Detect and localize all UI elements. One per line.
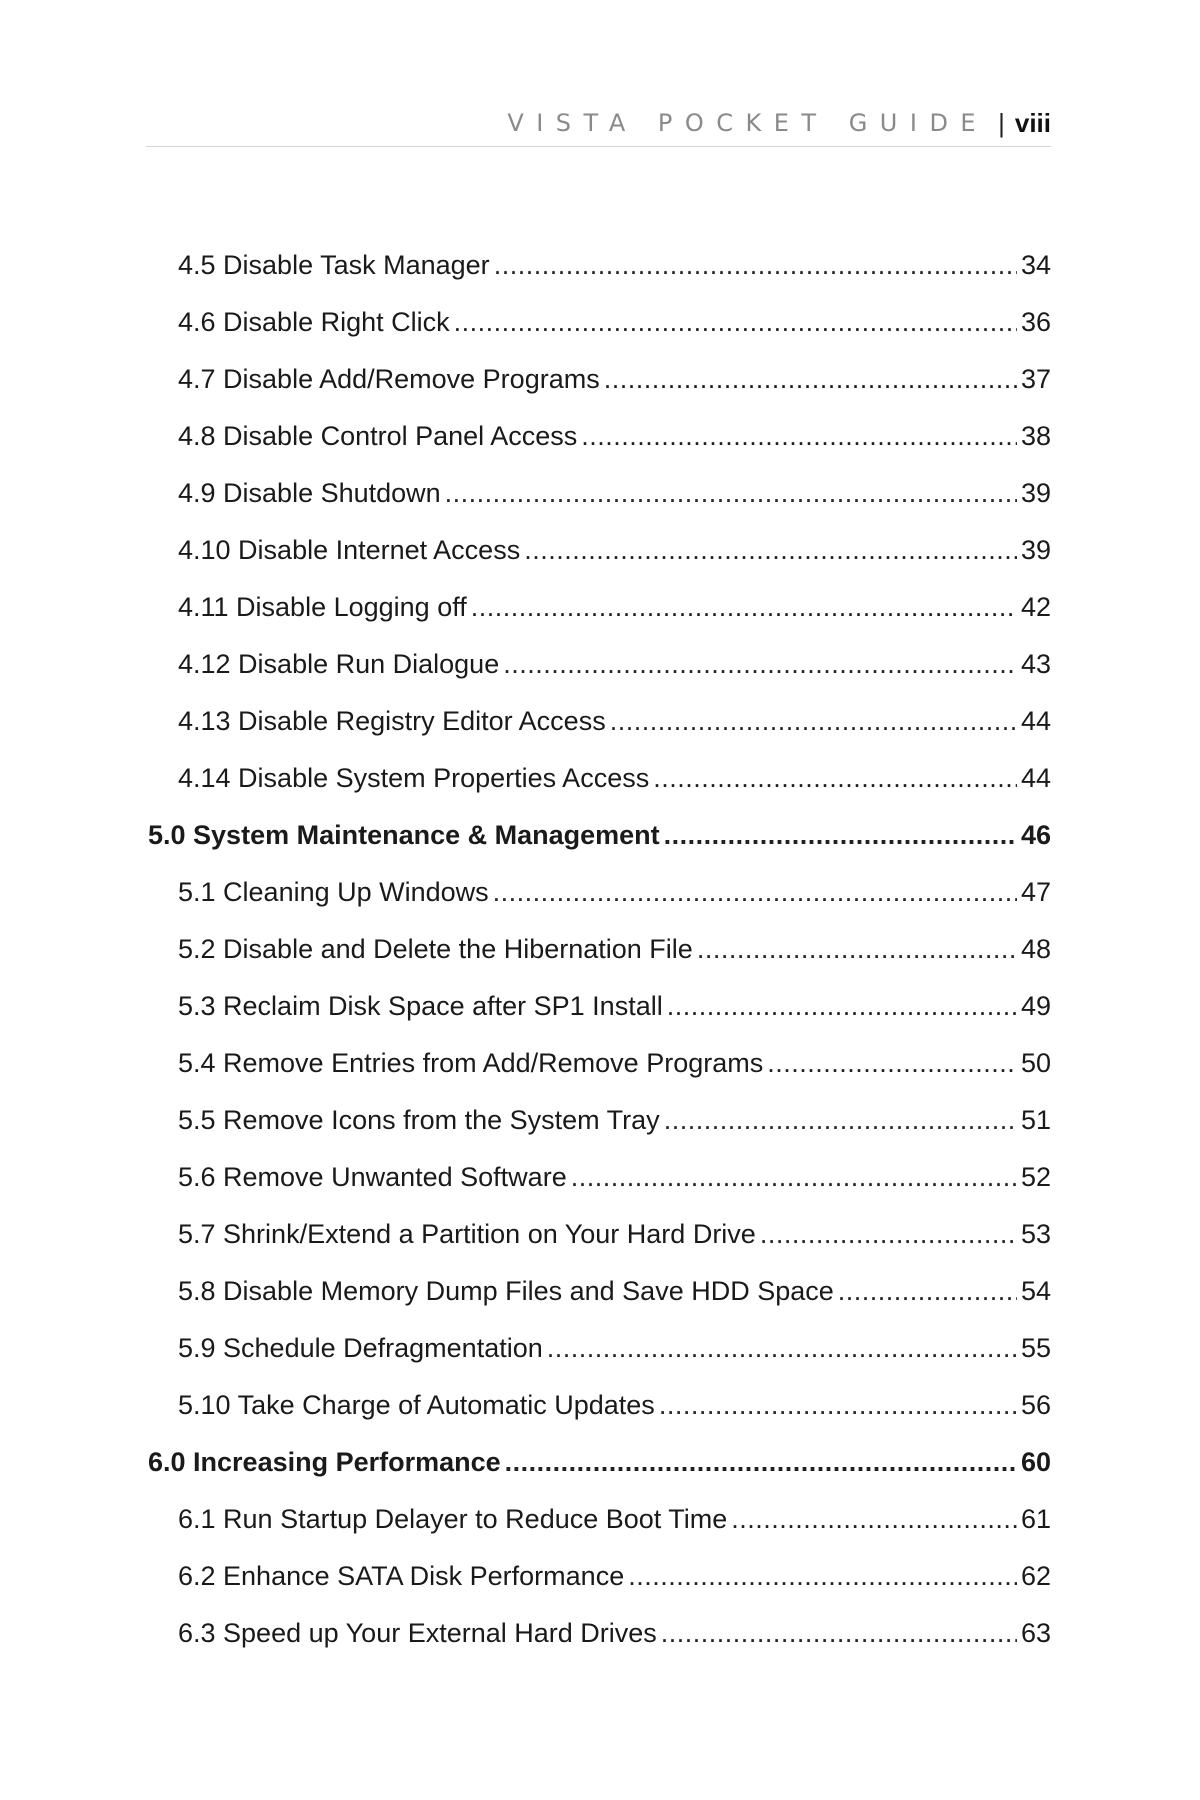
toc-entry-page-number: 39 bbox=[1020, 478, 1051, 508]
toc-entry[interactable] bbox=[148, 1206, 1051, 1263]
toc-entry-title: 4.7 Disable Add/Remove Programs bbox=[178, 364, 600, 394]
toc-entry-title: 4.5 Disable Task Manager bbox=[178, 250, 490, 280]
toc-entry[interactable] bbox=[148, 1092, 1051, 1149]
toc-entry-title: 5.5 Remove Icons from the System Tray bbox=[178, 1105, 660, 1135]
toc-entry[interactable] bbox=[148, 864, 1051, 921]
dot-leader bbox=[664, 1092, 1017, 1149]
toc-entry[interactable] bbox=[148, 1149, 1051, 1206]
dot-leader bbox=[760, 1206, 1017, 1263]
toc-entry-title: 4.11 Disable Logging off bbox=[178, 592, 467, 622]
toc-entry[interactable] bbox=[148, 1605, 1051, 1662]
toc-entry[interactable] bbox=[148, 294, 1051, 351]
dot-leader bbox=[653, 750, 1017, 807]
dot-leader bbox=[524, 522, 1017, 579]
toc-entry[interactable] bbox=[148, 1548, 1051, 1605]
toc-entry-page-number: 37 bbox=[1020, 364, 1051, 394]
toc-entry-title: 6.3 Speed up Your External Hard Drives bbox=[178, 1618, 657, 1648]
toc-entry[interactable] bbox=[148, 750, 1051, 807]
dot-leader bbox=[767, 1035, 1017, 1092]
toc-entry-title: 6.1 Run Startup Delayer to Reduce Boot Time bbox=[178, 1504, 728, 1534]
toc-entry-title: 5.10 Take Charge of Automatic Updates bbox=[178, 1390, 655, 1420]
toc-entry-title: 5.2 Disable and Delete the Hibernation File bbox=[178, 934, 693, 964]
header-page-number: viii bbox=[1014, 107, 1051, 138]
toc-entry-title: 4.12 Disable Run Dialogue bbox=[178, 649, 500, 679]
dot-leader bbox=[628, 1548, 1017, 1605]
toc-entry-page-number: 42 bbox=[1020, 592, 1051, 622]
running-header bbox=[146, 100, 1051, 147]
toc-entry[interactable] bbox=[148, 1377, 1051, 1434]
dot-leader bbox=[581, 408, 1017, 465]
toc-entry[interactable] bbox=[148, 636, 1051, 693]
book-title: VISTA POCKET GUIDE bbox=[507, 109, 989, 137]
toc-entry[interactable] bbox=[148, 921, 1051, 978]
dot-leader bbox=[838, 1263, 1017, 1320]
toc-entry-page-number: 34 bbox=[1020, 250, 1051, 280]
dot-leader bbox=[731, 1491, 1017, 1548]
toc-entry-title: 4.14 Disable System Properties Access bbox=[178, 763, 650, 793]
toc-entry-page-number: 47 bbox=[1020, 877, 1051, 907]
toc-entry-page-number: 61 bbox=[1020, 1504, 1051, 1534]
toc-entry[interactable] bbox=[148, 1491, 1051, 1548]
dot-leader bbox=[661, 1605, 1017, 1662]
dot-leader bbox=[454, 294, 1017, 351]
toc-entry-page-number: 50 bbox=[1020, 1048, 1051, 1078]
toc-entry[interactable] bbox=[148, 465, 1051, 522]
toc-entry-page-number: 39 bbox=[1020, 535, 1051, 565]
toc-entry-page-number: 38 bbox=[1020, 421, 1051, 451]
toc-entry-page-number: 43 bbox=[1020, 649, 1051, 679]
dot-leader bbox=[503, 636, 1017, 693]
toc-entry-page-number: 63 bbox=[1020, 1618, 1051, 1648]
toc-entry-page-number: 53 bbox=[1020, 1219, 1051, 1249]
toc-entry-title: 5.8 Disable Memory Dump Files and Save HDD Space bbox=[178, 1276, 834, 1306]
dot-leader bbox=[610, 693, 1017, 750]
toc-entry-title: 5.6 Remove Unwanted Software bbox=[178, 1162, 567, 1192]
toc-entry-title: 5.1 Cleaning Up Windows bbox=[178, 877, 489, 907]
toc-entry[interactable] bbox=[148, 408, 1051, 465]
toc-entry-title: 4.10 Disable Internet Access bbox=[178, 535, 521, 565]
toc-section-entry[interactable] bbox=[148, 807, 1051, 864]
toc-entry-title: 6.0 Increasing Performance bbox=[148, 1447, 501, 1477]
toc-entry-title: 6.2 Enhance SATA Disk Performance bbox=[178, 1561, 625, 1591]
toc-entry-page-number: 62 bbox=[1020, 1561, 1051, 1591]
toc-entry[interactable] bbox=[148, 978, 1051, 1035]
dot-leader bbox=[697, 921, 1017, 978]
header-separator: | bbox=[998, 107, 1005, 138]
toc-entry-title: 5.7 Shrink/Extend a Partition on Your Hard Drive bbox=[178, 1219, 756, 1249]
toc-entry[interactable] bbox=[148, 1263, 1051, 1320]
toc-entry[interactable] bbox=[148, 351, 1051, 408]
toc-entry-page-number: 48 bbox=[1020, 934, 1051, 964]
toc-entry-page-number: 44 bbox=[1020, 763, 1051, 793]
dot-leader bbox=[571, 1149, 1017, 1206]
toc-entry-page-number: 49 bbox=[1020, 991, 1051, 1021]
toc-entry-title: 4.13 Disable Registry Editor Access bbox=[178, 706, 606, 736]
dot-leader bbox=[659, 1377, 1017, 1434]
toc-entry-page-number: 56 bbox=[1020, 1390, 1051, 1420]
toc-entry-title: 5.4 Remove Entries from Add/Remove Programs bbox=[178, 1048, 764, 1078]
toc-entry-page-number: 52 bbox=[1020, 1162, 1051, 1192]
toc-entry-page-number: 54 bbox=[1020, 1276, 1051, 1306]
toc-entry-title: 4.6 Disable Right Click bbox=[178, 307, 450, 337]
dot-leader bbox=[604, 351, 1017, 408]
toc-entry[interactable] bbox=[148, 579, 1051, 636]
toc-entry-page-number: 44 bbox=[1020, 706, 1051, 736]
toc-section-entry[interactable] bbox=[148, 1434, 1051, 1491]
dot-leader bbox=[547, 1320, 1017, 1377]
toc-entry-title: 5.0 System Maintenance & Management bbox=[148, 820, 660, 850]
toc-entry-title: 5.9 Schedule Defragmentation bbox=[178, 1333, 543, 1363]
toc-entry-page-number: 55 bbox=[1020, 1333, 1051, 1363]
toc-entry-title: 4.8 Disable Control Panel Access bbox=[178, 421, 578, 451]
toc-entry-page-number: 36 bbox=[1020, 307, 1051, 337]
table-of-contents bbox=[148, 237, 1051, 1662]
dot-leader bbox=[471, 579, 1017, 636]
dot-leader bbox=[445, 465, 1017, 522]
toc-entry-page-number: 51 bbox=[1020, 1105, 1051, 1135]
dot-leader bbox=[664, 807, 1017, 864]
toc-entry-page-number: 46 bbox=[1020, 820, 1051, 850]
toc-entry[interactable] bbox=[148, 1320, 1051, 1377]
toc-entry[interactable] bbox=[148, 522, 1051, 579]
dot-leader bbox=[494, 237, 1017, 294]
toc-entry[interactable] bbox=[148, 1035, 1051, 1092]
toc-entry[interactable] bbox=[148, 237, 1051, 294]
dot-leader bbox=[667, 978, 1017, 1035]
dot-leader bbox=[493, 864, 1017, 921]
toc-entry-title: 4.9 Disable Shutdown bbox=[178, 478, 441, 508]
toc-entry-title: 5.3 Reclaim Disk Space after SP1 Install bbox=[178, 991, 663, 1021]
dot-leader bbox=[505, 1434, 1017, 1491]
toc-entry-page-number: 60 bbox=[1020, 1447, 1051, 1477]
toc-entry[interactable] bbox=[148, 693, 1051, 750]
